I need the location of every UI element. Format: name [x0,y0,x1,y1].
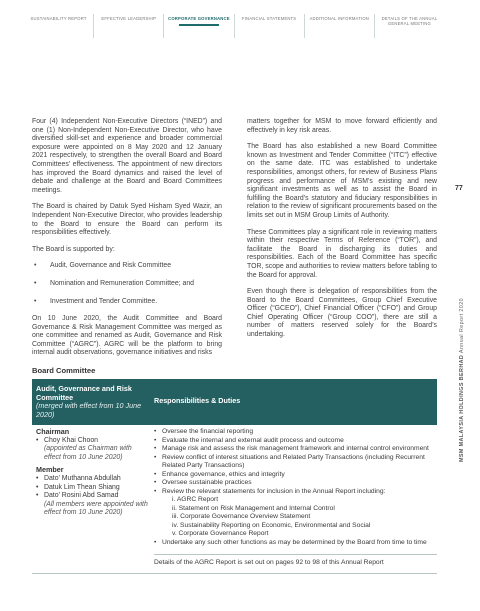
right-column [247,118,437,348]
responsibilities-heading: Responsibilities & Duties [154,396,241,405]
left-column [32,118,222,366]
chairman-label: Chairman [36,427,70,436]
duty-item: • Manage risk and assess the risk management framework and internal control environment [154,445,437,454]
paragraph: The Board has also established a new Board Committee known as Investment and Tender Committee (“ITC”) effective on the same date. ITC was established to undertake responsibilities, amongst others, for review of Business Plans progress and performance of MSM’s existing and new significant investments as well as to assist the Board in fulfilling the Board’s statutory and fiduciary responsibilities in relation to the review of significant procurements based on the limits set out in MSM Group Limits of Authority. [247,143,437,219]
paragraph: The Board is chaired by Datuk Syed Hisham Syed Wazir, an Independent Non-Executive Director, who provides leadership to the Board to ensure the Board can perform its responsibilities effectively. [32,203,222,237]
nav-sustainability-report[interactable]: SUSTAINABILITY REPORT [30,16,87,21]
sub-item: v. Corporate Governance Report [172,530,269,537]
member-label: Member [36,465,64,475]
chairman-name: • Choy Khai Choon [36,437,150,446]
paragraph: matters together for MSM to move forward efficiently and effectively in key risk areas. [247,118,437,134]
nav-additional-information[interactable]: ADDITIONAL INFORMATION [304,14,374,38]
paragraph: On 10 June 2020, the Audit Committee and Board Governance & Risk Management Committee was merged as one committee and renamed as Audit, Governance and Risk Committee (“AGRC”). AGRC will be the platform to bring internal audit observations, governance initiatives and risks [32,315,222,357]
duty-item: • Undertake any such other functions as may be determined by the Board from time to time [154,539,437,548]
members-note: (All members were appointed with effect from 10 June 2020) [44,500,148,517]
sub-item: iii. Corporate Governance Overview Statement [172,513,311,520]
duties-cell [150,428,437,568]
sub-item: i. AGRC Report [172,496,219,503]
paragraph: Four (4) Independent Non-Executive Directors (“INED”) and one (1) Non-Independent Non-Executive Director, who have diversified skill-set and experience and broader commercial exposure were appointed on 8 May 2020 and 12 January 2021 respectively, to strengthen the overall Board and Board Committees’ effectiveness. The appointment of new directors has improved the Board dynamics and raised the level of debate and challenge at the Board and Board Committees meetings. [32,118,222,194]
sub-item: iv. Sustainability Reporting on Economic, Environmental and Social [172,521,371,529]
paragraph: These Committees play a significant role in reviewing matters within their respective Terms of Reference (“TOR”), and facilitate the Board in discharging its duties and responsibilities. Each of the Board Committee has specific TOR, scope and authorities to review matters before tabling to the Board for approval. [247,228,437,279]
committee-table [32,379,437,574]
nav-financial-statements[interactable]: FINANCIAL STATEMENTS [234,14,304,38]
members-cell [32,428,150,568]
list-item: • Audit, Governance and Risk Committee [32,262,222,271]
nav-corporate-governance[interactable]: CORPORATE GOVERNANCE [163,14,233,38]
company-name: MSM MALAYSIA HOLDINGS BERHAD [459,354,465,463]
duty-item: • Review the relevant statements for inclusion in the Annual Report including: [154,488,437,497]
report-title: Annual Report 2020 [459,298,465,354]
duty-item: • Evaluate the internal and external audit process and outcome [154,437,437,446]
side-banner [453,298,465,608]
table-header [32,379,437,425]
member-name: • Dato’ Rosini Abd Samad [36,492,150,501]
top-navigation [24,14,444,38]
nav-effective-leadership[interactable]: EFFECTIVE LEADERSHIP [93,14,163,38]
duty-item: • Oversee sustainable practices [154,479,437,488]
agrc-footnote: Details of the AGRC Report is set out on pages 92 to 98 of this Annual Report [154,554,437,568]
table-row [32,425,437,574]
committee-name: Audit, Governance and Risk Committee [36,384,132,402]
paragraph: The Board is supported by: [32,245,115,253]
paragraph: Even though there is delegation of responsibilities from the Board to the Board Committees, Group Chief Executive Officer (“GCEO”), Chief Financial Officer (“CFO”) and Group Chief Operating Officer (“Group COO”), there are still a number of matters reserved solely for the Board’s undertaking. [247,288,437,339]
list-item: • Investment and Tender Committee. [32,298,222,307]
page-number: 77 [455,185,463,192]
duty-item: • Enhance governance, ethics and integrity [154,471,437,480]
chairman-note: (appointed as Chairman with effect from 10 June 2020) [44,445,132,461]
member-name: • Dato’ Muthanna Abdullah [36,475,150,484]
duty-item: • Oversee the financial reporting [154,428,437,437]
nav-agm-details[interactable]: DETAILS OF THE ANNUAL GENERAL MEETING [374,14,444,38]
section-heading: Board Committee [32,366,96,375]
duty-item: • Review conflict of interest situations and Related Party Transactions (including Recurrent Related Party Transactions) [154,454,437,471]
committee-note: (merged with effect from 10 June 2020) [36,401,142,419]
sub-item: ii. Statement on Risk Management and Internal Control [172,504,335,512]
committee-list [32,262,222,306]
member-name: • Datuk Lim Thean Shiang [36,484,150,493]
list-item: • Nomination and Remuneration Committee; and [32,280,222,289]
